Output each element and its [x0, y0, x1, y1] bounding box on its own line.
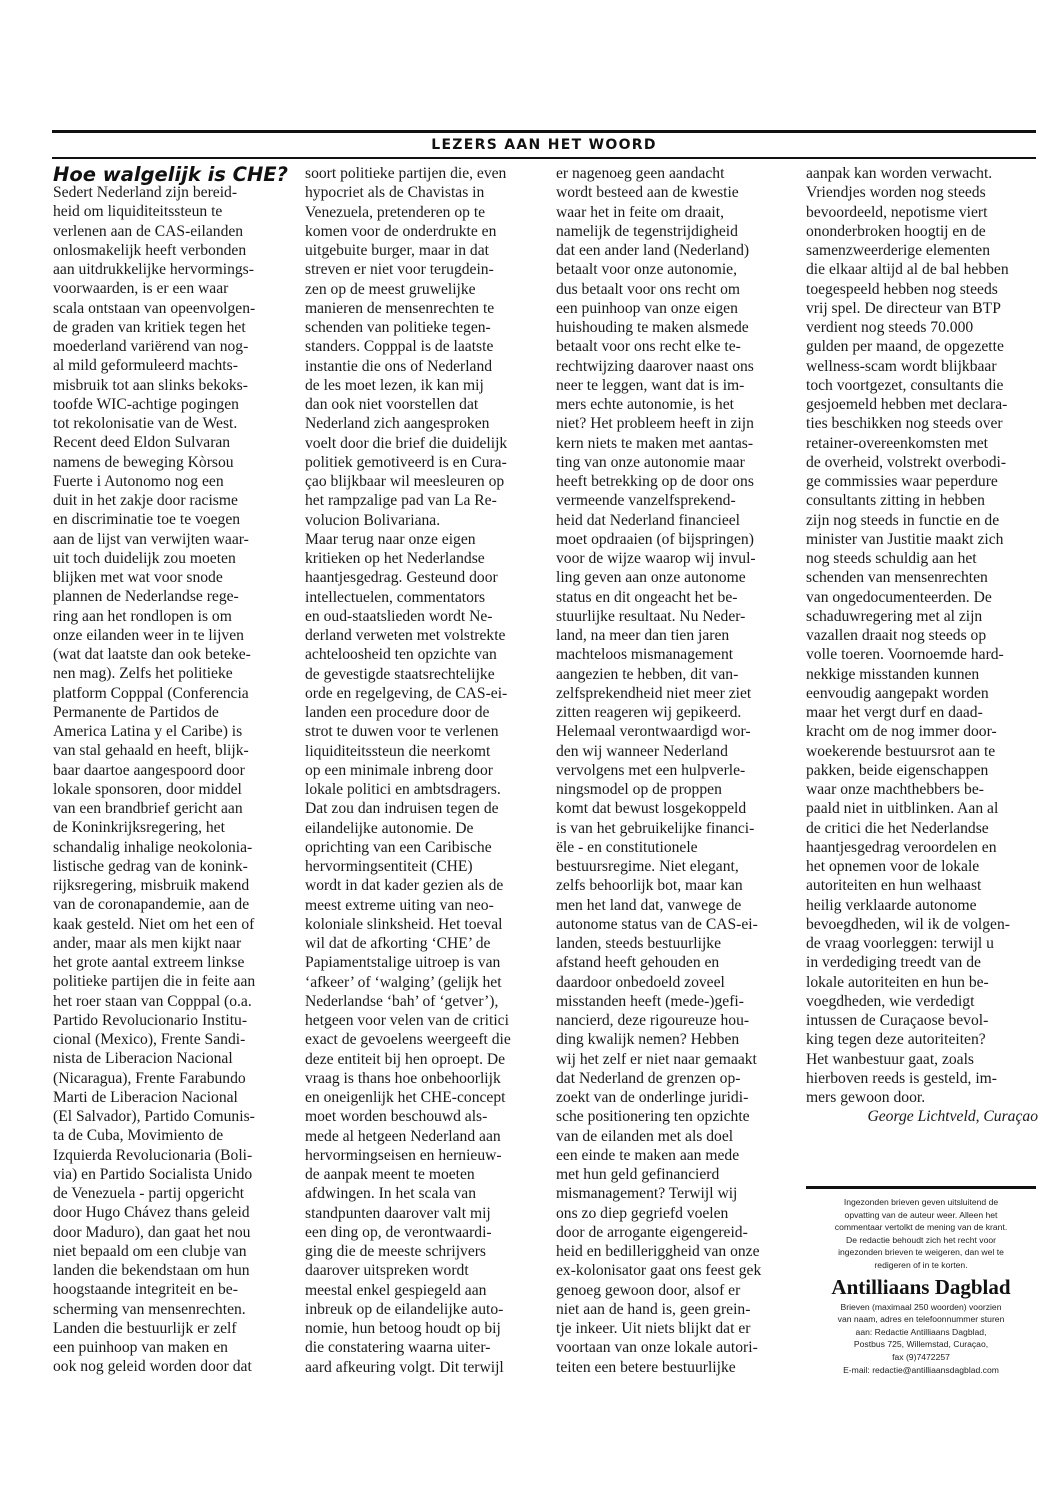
notice-box-rule — [806, 1186, 1036, 1189]
text-line: Papiamentstalige uitroep is van — [305, 954, 501, 972]
text-line: en oud-staatslieden wordt Ne- — [305, 607, 493, 625]
text-line: stuurlijke resultaat. Nu Neder- — [556, 607, 746, 625]
text-line: Het wanbestuur gaat, zoals — [806, 1050, 975, 1068]
text-line: zen op de meest gruwelijke — [305, 280, 476, 298]
disclaimer-line: ingezonden brieven te weigeren, dan wel te — [838, 1247, 1004, 1258]
text-line: derland verweten met volstrekte — [305, 627, 506, 644]
text-line: politiek gemotiveerd is en Cura- — [305, 453, 507, 471]
text-line: die elkaar altijd al de bal hebben — [806, 261, 1009, 279]
text-line: ding kwalijk nemen? Hebben — [556, 1031, 740, 1049]
text-line: hervormingseisen en hernieuw- — [305, 1146, 502, 1164]
text-line: Dat zou dan indruisen tegen de — [305, 800, 499, 818]
text-line: het roer staan van Copppal (o.a. — [53, 992, 252, 1010]
text-line: voegdheden, wie verdedigt — [806, 992, 975, 1010]
text-line: mede al hetgeen Nederland aan — [305, 1127, 501, 1145]
text-line: zelfs behoorlijk bot, maar kan — [556, 877, 743, 895]
text-line: meestal enkel gespiegeld aan — [305, 1281, 487, 1299]
text-line: strot te duwen voor te verlenen — [305, 723, 499, 741]
text-line: misbruik tot aan slinks bekoks- — [53, 376, 248, 394]
text-line: en oneigenlijk het CHE-concept — [305, 1089, 506, 1106]
text-line: haantjesgedrag veroordelen en — [806, 838, 997, 856]
text-line: mismanagement? Terwijl wij — [556, 1185, 738, 1203]
text-line: landen een procedure door de — [305, 704, 490, 721]
text-line: aanpak kan worden verwacht. — [806, 165, 993, 182]
text-line: scherming van mensenrechten. — [53, 1300, 246, 1318]
instruction-line: fax (9)7472257 — [892, 1351, 950, 1362]
text-line: komt dat bewust losgekoppeld — [556, 800, 747, 818]
text-line: mers gewoon door. — [806, 1089, 926, 1106]
text-line: America Latina y el Caribe) is — [53, 723, 243, 740]
text-line: listische gedrag van de konink- — [53, 857, 248, 875]
text-line: rechtwijzing daarover naast ons — [556, 357, 754, 375]
text-line: ningsmodel op de proppen — [556, 781, 722, 798]
text-line: heid om liquiditeitssteun te — [53, 203, 223, 221]
text-line: met hun geld gefinancierd — [556, 1166, 720, 1183]
text-line: sche positionering ten opzichte — [556, 1108, 750, 1126]
disclaimer-line: Ingezonden brieven geven uitsluitend de — [843, 1197, 999, 1207]
text-line: çao blijkbaar wil meesleuren op — [305, 473, 505, 490]
text-line: hetgeen voor velen van de critici — [305, 1012, 509, 1029]
text-line: nomie, hun betoog houdt op bij — [305, 1320, 501, 1337]
text-line: waar onze machthebbers be- — [806, 781, 984, 798]
text-line: Recent deed Eldon Sulvaran — [53, 434, 231, 452]
text-line: voorwaarden, is er een waar — [53, 280, 229, 298]
text-line: dan ook niet voorstellen dat — [305, 396, 479, 413]
text-line: autoriteiten en hun welhaast — [806, 877, 982, 895]
text-line: niet aan de hand is, geen grein- — [556, 1300, 751, 1318]
text-line: uitgebuite burger, maar in dat — [305, 242, 489, 259]
text-line: lokale politici en ambtsdragers. — [305, 781, 501, 798]
text-line: moet worden beschouwd als- — [305, 1108, 488, 1126]
section-bottom-rule — [52, 157, 1036, 159]
text-line: nekkige misstanden kunnen — [806, 665, 980, 683]
text-line: autonome status van de CAS-ei- — [556, 915, 758, 933]
text-line: er nagenoeg geen aandacht — [556, 165, 725, 182]
text-line: volucion Bolivariana. — [305, 511, 441, 529]
text-line: platform Copppal (Conferencia — [53, 684, 249, 702]
text-line: Izquierda Revolucionaria (Boli- — [53, 1146, 253, 1164]
text-line: de Venezuela - partij opgericht — [53, 1185, 245, 1202]
text-line: daarover uitspreken wordt — [305, 1262, 469, 1280]
text-line: en discriminatie toe te voegen — [53, 511, 241, 529]
text-line: manieren de mensenrechten te — [305, 299, 495, 317]
letter-column-3 — [556, 164, 796, 1377]
text-line: Permanente de Partidos de — [53, 703, 219, 721]
text-line: landen die bekendstaan om hun — [53, 1262, 250, 1279]
section-heading: LEZERS AAN HET WOORD — [431, 137, 657, 153]
text-line: cional (Mexico), Frente Sandi- — [53, 1031, 246, 1048]
text-line: een einde te maken aan mede — [556, 1146, 740, 1164]
text-line: Partido Revolucionario Institu- — [53, 1011, 248, 1029]
text-line: vraag is thans hoe onbehoorlijk — [305, 1069, 501, 1087]
text-line: de aanpak meent te moeten — [305, 1166, 475, 1183]
text-line: wellness-scam wordt blijkbaar — [806, 357, 997, 375]
text-line: toch voortgezet, consultants die — [806, 376, 1004, 394]
text-line: aan uitdrukkelijke hervormings- — [53, 261, 254, 278]
text-line: via) en Partido Socialista Unido — [53, 1165, 253, 1183]
text-line: scala ontstaan van opeenvolgen- — [53, 299, 256, 317]
text-line: zijn nog steeds in functie en de — [806, 511, 1000, 529]
text-line: wordt in dat kader gezien als de — [305, 877, 504, 895]
text-line: nog steeds schuldig aan het — [806, 550, 977, 567]
text-line: koloniale slinksheid. Het toeval — [305, 915, 503, 933]
text-line: de Koninkrijksregering, het — [53, 819, 225, 837]
text-line: ta de Cuba, Movimiento de — [53, 1127, 224, 1145]
text-line: de graden van kritiek tegen het — [53, 318, 246, 336]
text-line: huishouding te maken alsmede — [556, 319, 749, 336]
text-line: ële - en constitutionele — [556, 838, 698, 856]
text-line: hierboven reeds is gesteld, im- — [806, 1069, 997, 1087]
text-line: toegespeeld hebben nog steeds — [806, 280, 998, 298]
text-line: namens de beweging Kòrsou — [53, 453, 234, 471]
text-line: daardoor onbedoeld zoveel — [556, 973, 725, 991]
text-line: kern niets te maken met aantas- — [556, 434, 754, 452]
author-signature: George Lichtveld, Curaçao — [867, 1108, 1038, 1126]
text-line: vrij spel. De directeur van BTP — [806, 299, 1001, 317]
instruction-line: van naam, adres en telefoonnummer sturen — [837, 1314, 1005, 1325]
text-line: van de coronapandemie, aan de — [53, 896, 250, 914]
text-line: waar het in feite om draait, — [556, 203, 724, 221]
section-top-rule — [52, 130, 1036, 133]
text-line: ex-kolonisator gaat ons feest gek — [556, 1262, 762, 1280]
text-line: wil dat de afkorting ‘CHE’ de — [305, 935, 491, 952]
text-line: machteloos mismanagement — [556, 646, 734, 664]
text-line: kaak gesteld. Niet om het een of — [53, 915, 255, 933]
text-line: achteloosheid ten opzichte van — [305, 646, 497, 664]
text-line: op een minimale inbreng door — [305, 761, 493, 779]
text-line: minister van Justitie maakt zich — [806, 530, 1004, 548]
text-line: de overheid, volstrekt overbodi- — [806, 453, 1007, 471]
text-line: de vraag voorleggen: terwijl u — [806, 935, 994, 952]
text-line: tot rekolonisatie van de West. — [53, 415, 238, 432]
disclaimer-line: redigeren of in te korten. — [874, 1259, 968, 1270]
text-line: ge commissies waar peperdure — [806, 473, 998, 490]
text-line: de les moet lezen, ik kan mij — [305, 376, 484, 394]
text-line: (Nicaragua), Frente Farabundo — [53, 1069, 246, 1087]
text-line: lokale autoriteiten en hun be- — [806, 973, 989, 991]
text-line: is van het gebruikelijke financi- — [556, 819, 755, 837]
text-line: deze entiteit bij hen oproept. De — [305, 1050, 506, 1068]
text-line: landen, steeds bestuurlijke — [556, 935, 721, 952]
text-line: vermeende vanzelfsprekend- — [556, 492, 736, 510]
text-line: betaalt voor onze autonomie, — [556, 261, 737, 279]
text-line: Landen die bestuurlijk er zelf — [53, 1319, 237, 1337]
instruction-line: E-mail: redactie@antilliaansdagblad.com — [843, 1364, 999, 1375]
newspaper-name: Antilliaans Dagblad — [831, 1274, 1011, 1299]
text-line: bevoordeeld, nepotisme viert — [806, 203, 988, 221]
text-line: Fuerte i Autonomo nog een — [53, 472, 224, 490]
text-line: oprichting van een Caribische — [305, 838, 492, 856]
text-line: schaduwregering met al zijn — [806, 607, 983, 625]
text-line: intellectuelen, commentators — [305, 588, 486, 606]
text-line: lokale sponsoren, door middel — [53, 780, 242, 798]
text-line: Vriendjes worden nog steeds — [806, 184, 986, 202]
text-line: van ongedocumenteerden. De — [806, 588, 992, 606]
text-line: ging die de meeste schrijvers — [305, 1243, 487, 1260]
text-line: paald niet in uitblinken. Aan al — [806, 800, 999, 818]
text-line: orde en regelgeving, de CAS-ei- — [305, 684, 508, 702]
text-line: status en dit ongeacht het be- — [556, 588, 738, 606]
text-line: misstanden heeft (mede-)gefi- — [556, 992, 744, 1010]
text-line: een puinhoop van maken en — [53, 1339, 228, 1356]
text-line: ting van onze autonomie maar — [556, 453, 745, 471]
text-line: Nederlandse ‘bah’ of ‘getver’), — [305, 992, 499, 1010]
instruction-line: Brieven (maximaal 250 woorden) voorzien — [840, 1301, 1002, 1312]
text-line: ties beschikken nog steeds over — [806, 415, 1003, 433]
text-line: een puinhoop van onze eigen — [556, 299, 738, 317]
text-line: hoogstaande integriteit en be- — [53, 1281, 238, 1299]
text-line: heeft betrekking op de door ons — [556, 473, 754, 490]
text-line: haantjesgedrag. Gesteund door — [305, 569, 498, 587]
text-line: nen mag). Zelfs het politieke — [53, 665, 233, 683]
text-line: zoekt van de onderlinge juridi- — [556, 1089, 749, 1106]
text-line: ononderbroken hoogtij en de — [806, 222, 986, 240]
text-line: voelt door die brief die duidelijk — [305, 434, 508, 452]
text-line: van een brandbrief gericht aan — [53, 800, 243, 817]
text-line: Nederland zich aangesproken — [305, 415, 490, 433]
text-line: intussen de Curaçaose bevol- — [806, 1012, 989, 1029]
text-line: komen voor de onderdrukte en — [305, 222, 497, 240]
text-line: tje inkeer. Uit niets blijkt dat er — [556, 1320, 751, 1337]
text-line: niet bepaald om een clubje van — [53, 1242, 247, 1260]
text-line: vervolgens met een hulpverle- — [556, 761, 746, 779]
text-line: (El Salvador), Partido Comunis- — [53, 1108, 255, 1125]
text-line: hypocriet als de Chavistas in — [305, 184, 485, 202]
text-line: standpunten daarover valt mij — [305, 1204, 491, 1222]
text-line: die constatering waarna uiter- — [305, 1339, 491, 1357]
text-line: kracht om de nog immer door- — [806, 723, 997, 741]
text-line: verdient nog steeds 70.000 — [806, 319, 974, 336]
text-line: heid en bedilleriggheid van onze — [556, 1243, 760, 1260]
text-line: uit toch duidelijk zou moeten — [53, 549, 236, 567]
text-line: van de eilanden met als doel — [556, 1127, 734, 1145]
text-line: politieke partijen die in feite aan — [53, 973, 256, 991]
text-line: hervormingsentiteit (CHE) — [305, 858, 473, 875]
text-line: aan de lijst van verwijten waar- — [53, 530, 249, 548]
text-line: streven er niet voor terugdein- — [305, 261, 494, 279]
text-line: woekerende bestuursrot aan te — [806, 742, 996, 760]
text-line: teiten een betere bestuurlijke — [556, 1358, 736, 1376]
text-line: dus betaalt voor ons recht om — [556, 280, 741, 298]
text-line: Marti de Liberacion Nacional — [53, 1088, 238, 1106]
text-line: pakken, beide eigenschappen — [806, 761, 989, 779]
text-line: ander, maar als men kijkt naar — [53, 934, 242, 952]
text-line: aangezien te hebben, dit van- — [556, 665, 739, 683]
text-line: onze eilanden weer in te lijven — [53, 626, 244, 644]
text-line: ling geven aan onze autonome — [556, 569, 746, 587]
text-line: men het land dat, vanwege de — [556, 896, 742, 914]
text-line: schandalig inhalige neokolonia- — [53, 838, 253, 856]
text-line: heid dat Nederland financieel — [556, 511, 741, 529]
text-line: namelijk de tegenstrijdigheid — [556, 222, 738, 240]
instruction-line: Postbus 725, Willemstad, Curaçao, — [853, 1339, 989, 1350]
text-line: blijken met wat voor snode — [53, 569, 223, 586]
text-line: door Maduro), dan gaat het nou — [53, 1223, 251, 1241]
text-line: gulden per maand, de opgezette — [806, 338, 1004, 356]
text-line: zitten reageren wij gepikeerd. — [556, 704, 742, 721]
text-line: eilandelijke autonomie. De — [305, 819, 474, 837]
text-line: Helemaal verontwaardigd wor- — [556, 723, 751, 741]
letter-column-4 — [806, 164, 1038, 1127]
text-line: rijksregering, misbruik makend — [53, 877, 250, 894]
notice-box — [806, 1196, 1036, 1376]
text-line: schenden van politieke tegen- — [305, 319, 491, 336]
letter-column-2 — [305, 164, 545, 1377]
text-line: voor de wijze waarop wij invul- — [556, 550, 756, 567]
text-line: moet opdraaien (of bijspringen) — [556, 530, 754, 548]
text-line: plannen de Nederlandse rege- — [53, 588, 239, 606]
text-line: land, na meer dan tien jaren — [556, 627, 730, 644]
text-line: al mild geformuleerd machts- — [53, 357, 238, 375]
text-line: exact de gevoelens weergeeft die — [305, 1031, 511, 1049]
text-line: gesjoemeld hebben met declara- — [806, 396, 1008, 413]
text-line: het opnemen voor de lokale — [806, 858, 980, 875]
text-line: de critici die het Nederlandse — [806, 819, 989, 837]
text-line: vazallen draait nog steeds op — [806, 627, 987, 644]
text-line: eenvoudig aangepakt worden — [806, 684, 989, 702]
text-line: den wij wanneer Nederland — [556, 742, 728, 760]
text-line: verlenen aan de CAS-eilanden — [53, 222, 244, 240]
text-line: het grote aantal extreem linkse — [53, 954, 245, 971]
text-line: wordt besteed aan de kwestie — [556, 184, 739, 202]
text-line: duit in het zakje door racisme — [53, 492, 238, 509]
disclaimer-line: De redactie behoudt zich het recht voor — [845, 1234, 996, 1245]
text-line: bestuursregime. Niet elegant, — [556, 858, 739, 875]
text-line: instantie die ons of Nederland — [305, 357, 493, 375]
text-line: volle toeren. Voornoemde hard- — [806, 646, 1004, 664]
text-line: (wat dat laatste dan ook beteke- — [53, 646, 251, 663]
instruction-line: aan: Redactie Antilliaans Dagblad, — [855, 1326, 987, 1337]
notice-disclaimer — [806, 1196, 1036, 1272]
disclaimer-line: opvatting van de auteur weer. Alleen het — [844, 1209, 998, 1220]
text-line: voortaan van onze lokale autori- — [556, 1339, 758, 1357]
text-line: maar het vergt durf en daad- — [806, 704, 983, 721]
text-line: baar daartoe aangespoord door — [53, 761, 245, 779]
text-line: meest extreme uiting van neo- — [305, 896, 494, 914]
text-line: toofde WIC-achtige pogingen — [53, 395, 239, 413]
text-line: standers. Copppal is de laatste — [305, 338, 494, 356]
text-line: mers echte autonomie, is het — [556, 396, 734, 413]
text-line: soort politieke partijen die, even — [305, 165, 507, 182]
text-line: van stal gehaald en heeft, blijk- — [53, 742, 249, 760]
text-line: king tegen deze autoriteiten? — [806, 1031, 986, 1049]
text-line: de gevestigde staatsrechtelijke — [305, 665, 495, 683]
text-line: nista de Liberacion Nacional — [53, 1050, 233, 1068]
text-line: retainer-overeenkomsten met — [806, 434, 988, 452]
text-line: door Hugo Chávez thans geleid — [53, 1204, 250, 1222]
text-line: ons zo diep gegriefd voelen — [556, 1204, 729, 1222]
text-line: niet? Het probleem heeft in zijn — [556, 415, 754, 433]
text-line: wij het zelf er niet naar gemaakt — [556, 1050, 757, 1068]
text-line: schenden van mensenrechten — [806, 569, 988, 587]
text-line: nancierd, deze rigoureuze hou- — [556, 1012, 750, 1029]
text-line: het rampzalige pad van La Re- — [305, 492, 497, 510]
text-line: Maar terug naar onze eigen — [305, 530, 476, 548]
letter-headline: Hoe walgelijk is CHE? — [53, 163, 288, 186]
text-line: ‘afkeer’ of ‘walging’ (gelijk het — [305, 973, 502, 991]
text-line: dat een ander land (Nederland) — [556, 242, 750, 259]
text-line: betaalt voor ons recht elke te- — [556, 338, 741, 356]
notice-instructions — [806, 1301, 1036, 1377]
disclaimer-line: commentaar vertolkt de mening van de krant. — [834, 1222, 1008, 1233]
text-line: kritieken op het Nederlandse — [305, 550, 485, 567]
text-line: moederland variërend van nog- — [53, 338, 249, 355]
text-line: samenzweerderige elementen — [806, 242, 990, 259]
text-line: aard afkeuring volgt. Dit terwijl — [305, 1358, 504, 1376]
text-line: ring aan het rondlopen is om — [53, 607, 232, 625]
text-line: dat Nederland de grenzen op- — [556, 1069, 741, 1087]
text-line: een ding op, de verontwaardi- — [305, 1223, 492, 1241]
text-line: afdwingen. In het scala van — [305, 1185, 477, 1203]
text-line: liquiditeitssteun die neerkomt — [305, 742, 491, 760]
text-line: consultants zitting in hebben — [806, 492, 985, 510]
text-line: heilig verklaarde autonome — [806, 896, 977, 914]
text-line: Venezuela, pretenderen op te — [305, 203, 486, 221]
text-line: inbreuk op de eilandelijke auto- — [305, 1300, 504, 1318]
text-line: door de arrogante eigengereid- — [556, 1223, 748, 1241]
letter-column-1 — [53, 183, 293, 1377]
text-line: bevoegdheden, wil ik de volgen- — [806, 915, 1010, 933]
text-line: Sedert Nederland zijn bereid- — [53, 184, 238, 201]
text-line: afstand heeft gehouden en — [556, 954, 720, 972]
text-line: zelfsprekendheid niet meer ziet — [556, 684, 752, 702]
text-line: onlosmakelijk heeft verbonden — [53, 241, 247, 259]
text-line: ook nog geleid worden door dat — [53, 1358, 252, 1376]
text-line: genoeg gewoon door, alsof er — [556, 1281, 741, 1299]
text-line: in verdediging treedt van de — [806, 954, 981, 972]
text-line: neer te leggen, want dat is im- — [556, 376, 745, 394]
